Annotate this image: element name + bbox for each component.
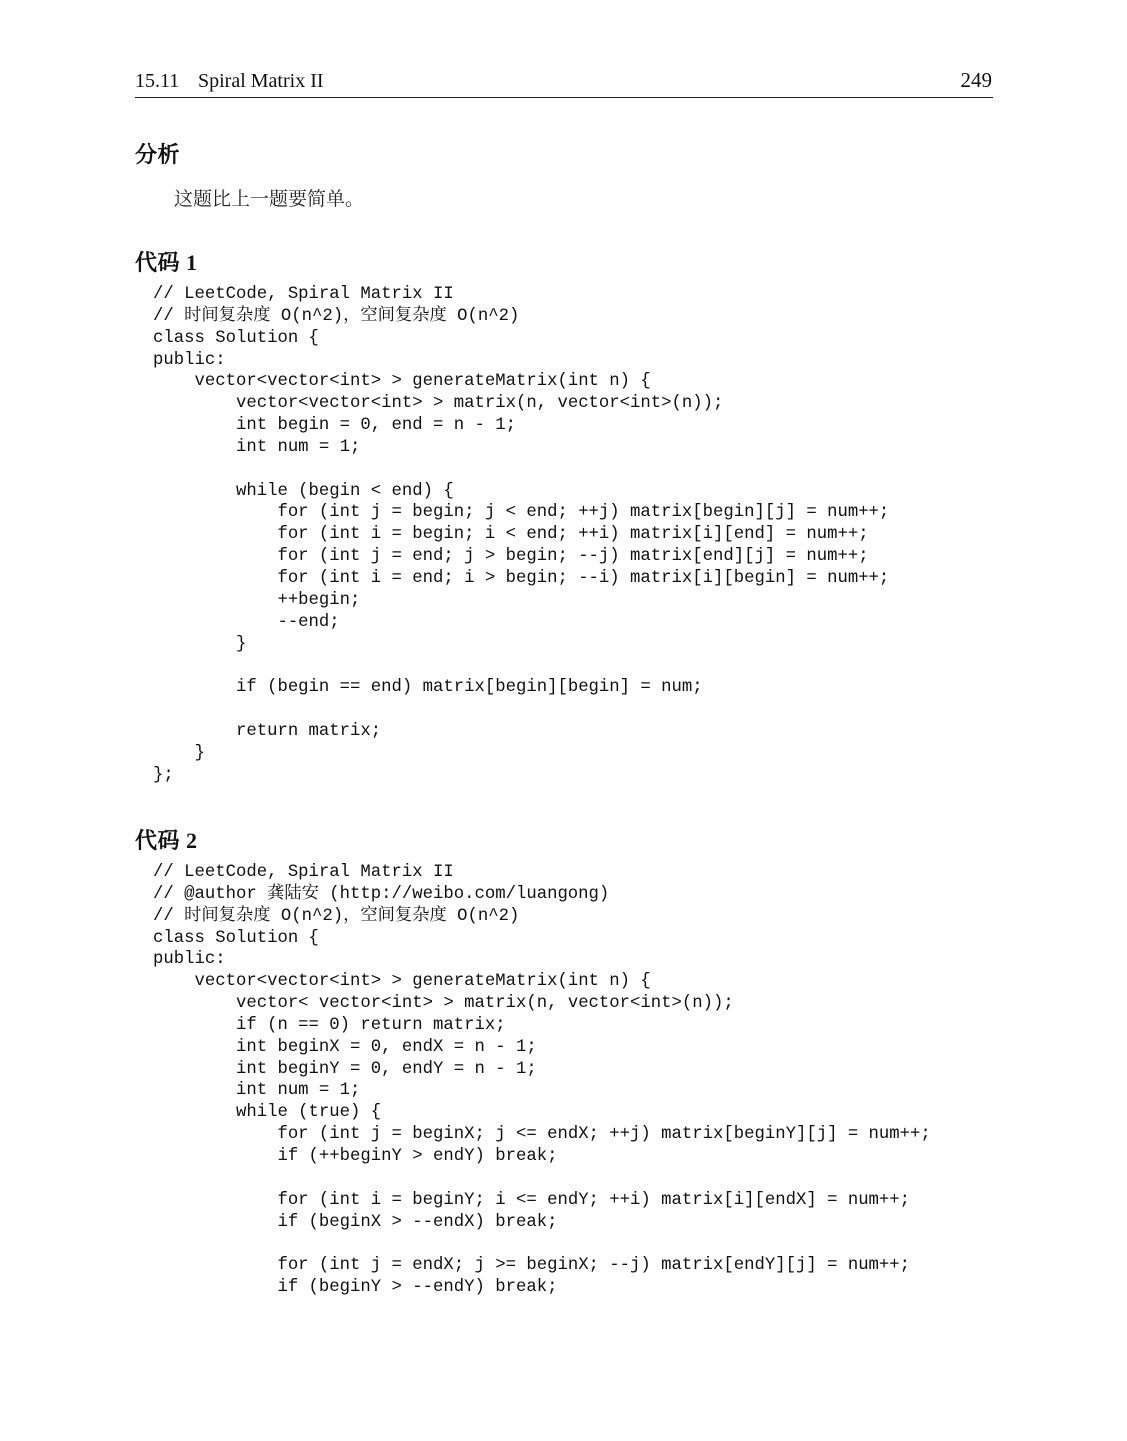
code-block-2 [153, 862, 931, 1299]
code-line: vector<vector<int> > generateMatrix(int n) { [153, 972, 651, 992]
code-line: } [153, 743, 205, 763]
code-line: vector<vector<int> > generateMatrix(int n) { [153, 372, 651, 392]
code-line: for (int j = begin; j < end; ++j) matrix[begin][j] = num++; [153, 503, 890, 523]
page-number: 249 [960, 68, 992, 92]
code-line [153, 699, 889, 721]
section-number: 15.11 [135, 70, 180, 92]
code-line [153, 655, 889, 677]
code-block-1 [153, 284, 889, 786]
code-line: vector<vector<int> > matrix(n, vector<int>(n)); [153, 394, 724, 414]
code-line: } [153, 634, 247, 654]
code-line: for (int i = begin; i < end; ++i) matrix[i][end] = num++; [153, 525, 869, 545]
code-line: for (int j = endX; j >= beginX; --j) matrix[endY][j] = num++; [153, 1256, 911, 1276]
code-line: if (beginX > --endX) break; [153, 1212, 558, 1232]
code-line: vector< vector<int> > matrix(n, vector<int>(n)); [153, 994, 734, 1014]
code1-heading: 代码 1 [135, 250, 198, 275]
code-line: int num = 1; [153, 1081, 361, 1101]
code-line: --end; [153, 612, 340, 632]
code-line: public: [153, 950, 226, 970]
code-line: while (true) { [153, 1103, 382, 1123]
code-line: // LeetCode, Spiral Matrix II [153, 863, 454, 882]
code-line: if (n == 0) return matrix; [153, 1015, 506, 1035]
code-line: if (++beginY > endY) break; [153, 1146, 558, 1166]
code-line: // LeetCode, Spiral Matrix II [153, 285, 454, 304]
code-line: public: [153, 350, 226, 370]
code-line: if (beginY > --endY) break; [153, 1278, 558, 1298]
running-header [135, 68, 993, 98]
code-line: int begin = 0, end = n - 1; [153, 416, 516, 436]
code-line: while (begin < end) { [153, 481, 454, 501]
code-line: int num = 1; [153, 437, 361, 457]
code-line: return matrix; [153, 721, 382, 741]
section-title: Spiral Matrix II [198, 70, 324, 92]
code-line: ++begin; [153, 590, 361, 610]
code-line: for (int i = beginY; i <= endY; ++i) matrix[i][endX] = num++; [153, 1190, 911, 1210]
code-line: int beginX = 0, endX = n - 1; [153, 1037, 537, 1057]
code-line: if (begin == end) matrix[begin][begin] = num; [153, 678, 703, 698]
code2-heading: 代码 2 [135, 828, 198, 853]
code-line: // @author 龚陆安 (http://weibo.com/luangong) [153, 884, 610, 904]
code-line: // 时间复杂度 O(n^2)，空间复杂度 O(n^2) [153, 306, 520, 326]
code-line [153, 1168, 931, 1190]
code-line [153, 459, 889, 481]
code-line: for (int i = end; i > begin; --i) matrix[i][begin] = num++; [153, 568, 890, 588]
code-line: }; [153, 765, 174, 785]
code-line: for (int j = end; j > begin; --j) matrix[end][j] = num++; [153, 547, 869, 567]
analysis-heading: 分析 [135, 142, 181, 167]
code-line: int beginY = 0, endY = n - 1; [153, 1059, 537, 1079]
code-line: // 时间复杂度 O(n^2)，空间复杂度 O(n^2) [153, 906, 520, 926]
code-line: for (int j = beginX; j <= endX; ++j) matrix[beginY][j] = num++; [153, 1125, 931, 1145]
code-line: class Solution { [153, 928, 319, 948]
analysis-paragraph: 这题比上一题要简单。 [174, 188, 365, 210]
code-line [153, 1233, 931, 1255]
code-line: class Solution { [153, 328, 319, 348]
